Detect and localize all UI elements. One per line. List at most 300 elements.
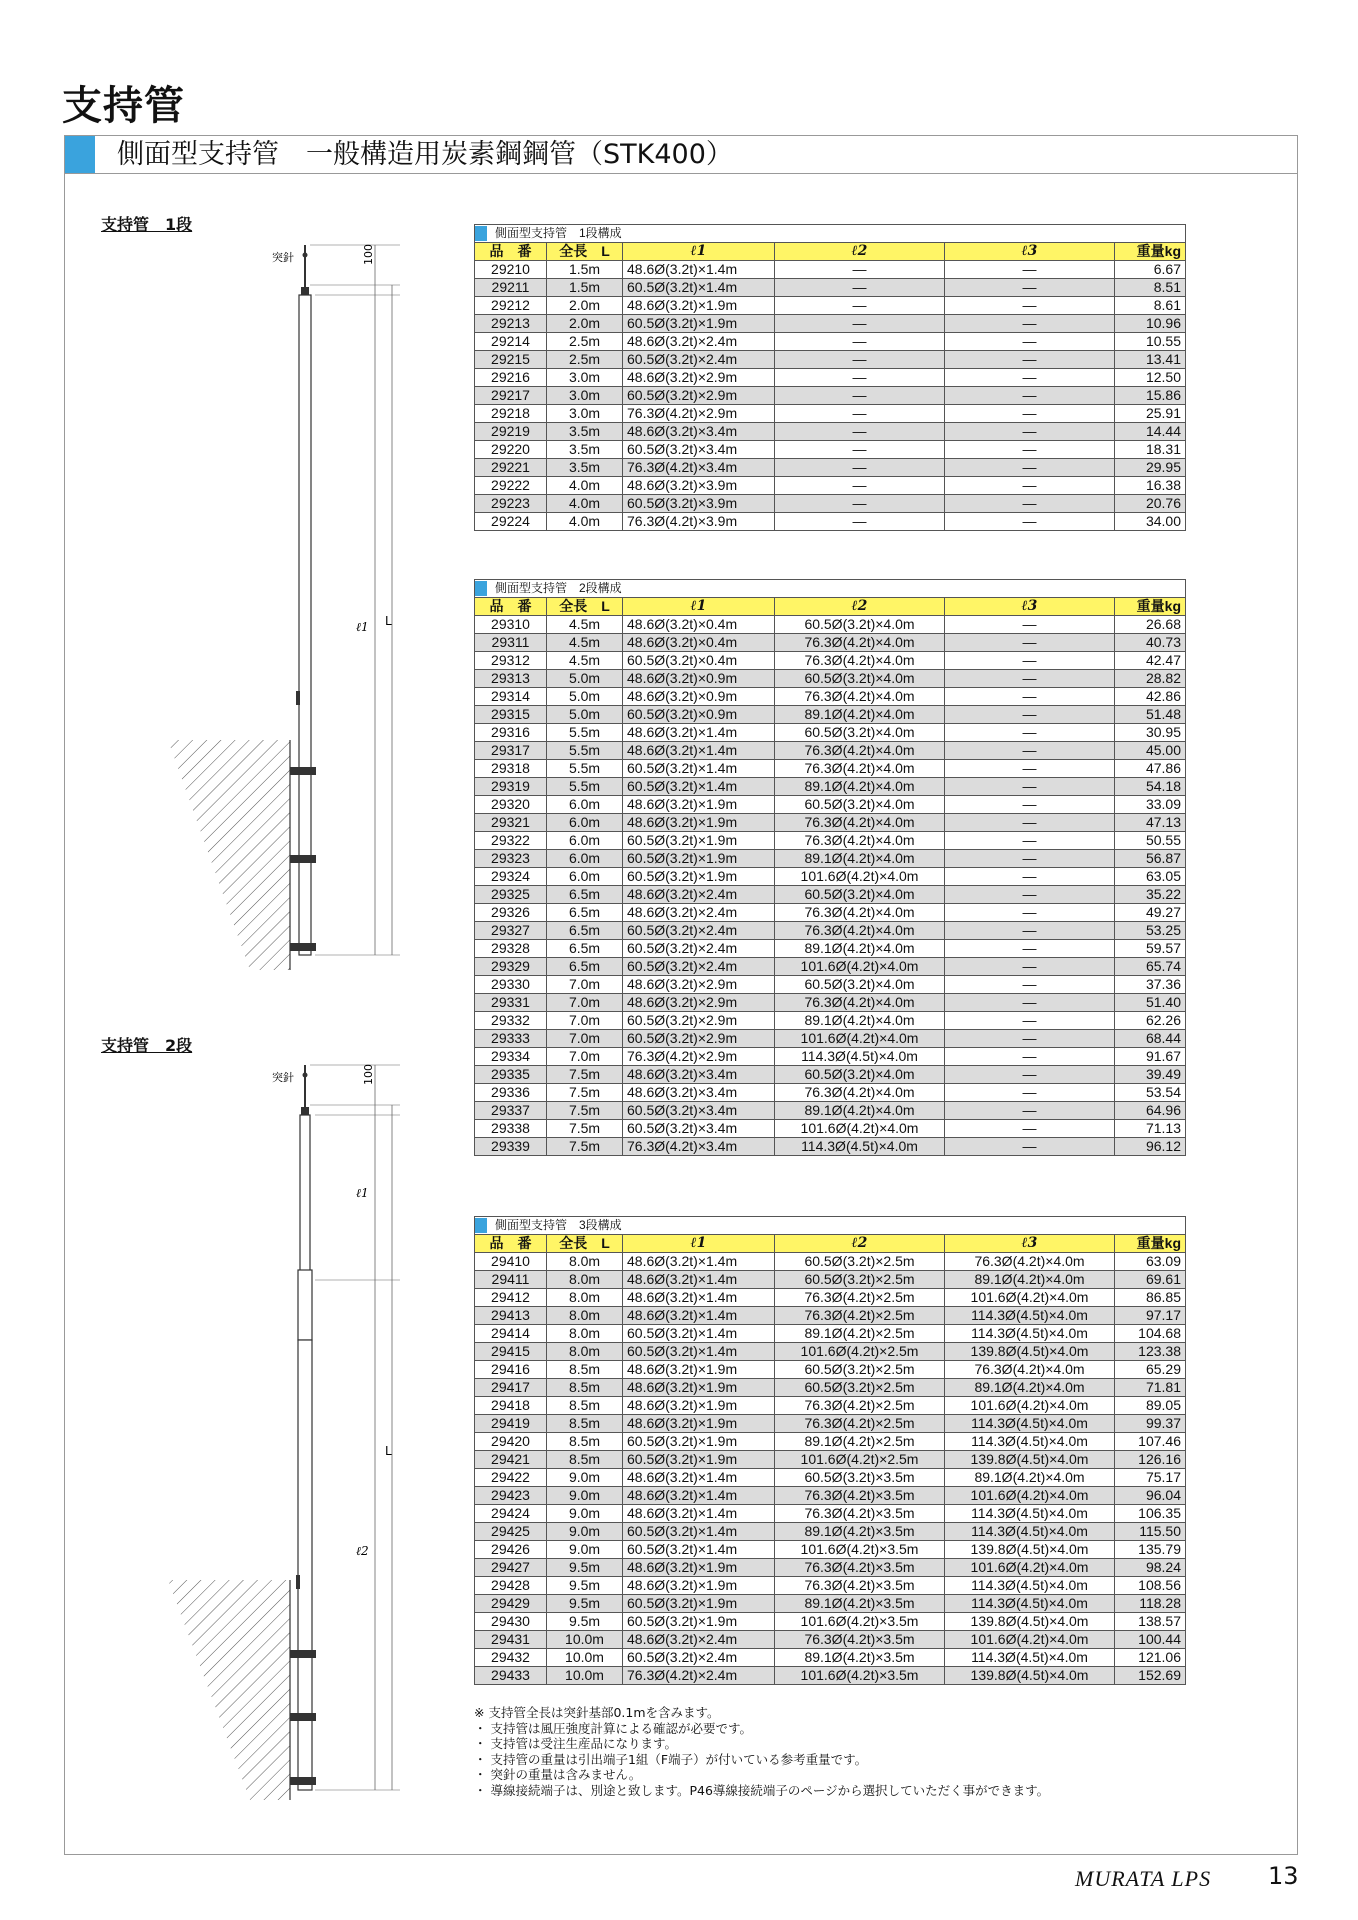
table-cell: 8.0m	[547, 1253, 623, 1271]
table-cell: 29213	[475, 315, 547, 333]
table-cell: 101.6Ø(4.2t)×4.0m	[945, 1487, 1115, 1505]
table-cell: 9.5m	[547, 1613, 623, 1631]
table-cell: 89.05	[1115, 1397, 1186, 1415]
table-cell: 7.5m	[547, 1084, 623, 1102]
table-cell: 114.3Ø(4.5t)×4.0m	[945, 1649, 1115, 1667]
table-row	[475, 904, 1186, 922]
table-cell: 114.3Ø(4.5t)×4.0m	[945, 1433, 1115, 1451]
table-cell: 60.5Ø(3.2t)×1.9m	[623, 315, 775, 333]
table-cell: —	[945, 832, 1115, 850]
table-cell: 101.6Ø(4.2t)×3.5m	[775, 1667, 945, 1685]
table-cell: 89.1Ø(4.2t)×4.0m	[945, 1271, 1115, 1289]
table-cell: —	[945, 976, 1115, 994]
table-row	[475, 742, 1186, 760]
table-cell: —	[945, 706, 1115, 724]
table-cell: 76.3Ø(4.2t)×4.0m	[775, 904, 945, 922]
table-cell: 34.00	[1115, 513, 1186, 531]
table-cell: 29410	[475, 1253, 547, 1271]
table-cell: —	[945, 814, 1115, 832]
table-row	[475, 1415, 1186, 1433]
table-cell: 2.5m	[547, 333, 623, 351]
table-cell: 5.5m	[547, 778, 623, 796]
table-row	[475, 922, 1186, 940]
pipe-lower	[298, 1340, 312, 1790]
dim-l1: ℓ1	[356, 620, 369, 634]
table-cell: —	[945, 742, 1115, 760]
table-row	[475, 1084, 1186, 1102]
table-cell: 60.5Ø(3.2t)×0.9m	[623, 706, 775, 724]
table-cell: —	[945, 778, 1115, 796]
table-cell: —	[775, 405, 945, 423]
table-cell: 10.96	[1115, 315, 1186, 333]
table-cell: 29219	[475, 423, 547, 441]
table-row	[475, 868, 1186, 886]
table-cell: 29413	[475, 1307, 547, 1325]
table-cell: 91.67	[1115, 1048, 1186, 1066]
table-cell: 4.5m	[547, 634, 623, 652]
table-cell: 76.3Ø(4.2t)×3.4m	[623, 1138, 775, 1156]
column-header: ℓ2	[775, 598, 945, 616]
table-cell: 59.57	[1115, 940, 1186, 958]
table-row	[475, 706, 1186, 724]
table-cell: —	[945, 315, 1115, 333]
table-cell: 3.0m	[547, 405, 623, 423]
table-cell: 29322	[475, 832, 547, 850]
table-cell: 9.5m	[547, 1559, 623, 1577]
table-row	[475, 886, 1186, 904]
table-cell: 29412	[475, 1289, 547, 1307]
table-cell: 76.3Ø(4.2t)×2.5m	[775, 1307, 945, 1325]
table-cell: —	[775, 333, 945, 351]
table-cell: 8.5m	[547, 1415, 623, 1433]
table-cell: 60.5Ø(3.2t)×2.5m	[775, 1379, 945, 1397]
column-header: ℓ3	[945, 243, 1115, 261]
table-cell: 76.3Ø(4.2t)×2.4m	[623, 1667, 775, 1685]
dim-L: L	[385, 1444, 392, 1458]
table-row	[475, 1271, 1186, 1289]
table-cell: 60.5Ø(3.2t)×1.4m	[623, 1343, 775, 1361]
table-cell: 7.5m	[547, 1138, 623, 1156]
table-row	[475, 688, 1186, 706]
table-cell: 1.5m	[547, 261, 623, 279]
table-row	[475, 1138, 1186, 1156]
table-cell: 114.3Ø(4.5t)×4.0m	[945, 1523, 1115, 1541]
table-cell: 6.67	[1115, 261, 1186, 279]
table-row	[475, 387, 1186, 405]
table-cell: 29315	[475, 706, 547, 724]
table-cell: 89.1Ø(4.2t)×4.0m	[775, 850, 945, 868]
table-cell: 6.5m	[547, 940, 623, 958]
table-cell: 60.5Ø(3.2t)×0.4m	[623, 652, 775, 670]
table-cell: 118.28	[1115, 1595, 1186, 1613]
table-cell: 29214	[475, 333, 547, 351]
note-line: ・ 突針の重量は含みません。	[474, 1767, 642, 1782]
table-cell: —	[945, 724, 1115, 742]
table-cell: 104.68	[1115, 1325, 1186, 1343]
table-cell: 101.6Ø(4.2t)×2.5m	[775, 1451, 945, 1469]
table-cell: 89.1Ø(4.2t)×3.5m	[775, 1523, 945, 1541]
table-row	[475, 850, 1186, 868]
table-row	[475, 1649, 1186, 1667]
table-cell: 29319	[475, 778, 547, 796]
table-cell: —	[945, 940, 1115, 958]
table-cell: 48.6Ø(3.2t)×1.9m	[623, 1361, 775, 1379]
table-cell: 8.5m	[547, 1397, 623, 1415]
table-cell: 48.6Ø(3.2t)×1.4m	[623, 261, 775, 279]
table-cell: —	[945, 616, 1115, 634]
table-cell: 4.0m	[547, 477, 623, 495]
table-cell: 29427	[475, 1559, 547, 1577]
banner-accent	[65, 136, 95, 173]
pipe-joint	[298, 1270, 312, 1340]
table-cell: 114.3Ø(4.5t)×4.0m	[945, 1595, 1115, 1613]
table-cell: —	[945, 297, 1115, 315]
table-cell: 6.0m	[547, 868, 623, 886]
table-cell: —	[945, 279, 1115, 297]
column-header: 全長 L	[547, 598, 623, 616]
table-cell: 29223	[475, 495, 547, 513]
column-header: 全長 L	[547, 243, 623, 261]
table-cell: 39.49	[1115, 1066, 1186, 1084]
table-cell: 29217	[475, 387, 547, 405]
table-row	[475, 1577, 1186, 1595]
table-row	[475, 423, 1186, 441]
table-cell: 29418	[475, 1397, 547, 1415]
table-cell: 48.6Ø(3.2t)×0.4m	[623, 616, 775, 634]
column-header: 重量kg	[1115, 598, 1186, 616]
table-cell: 48.6Ø(3.2t)×2.9m	[623, 369, 775, 387]
note-line: ・ 導線接続端子は、別途と致します。P46導線接続端子のページから選択していただく事ができます。	[474, 1782, 1050, 1798]
table-cell: —	[775, 261, 945, 279]
table-cell: —	[945, 1102, 1115, 1120]
table-cell: 16.38	[1115, 477, 1186, 495]
table-row	[475, 1433, 1186, 1451]
table-cell: —	[775, 315, 945, 333]
table-cell: —	[775, 279, 945, 297]
table-cell: 76.3Ø(4.2t)×2.5m	[775, 1397, 945, 1415]
table-cell: 48.6Ø(3.2t)×3.4m	[623, 1084, 775, 1102]
caption-accent	[475, 226, 487, 241]
table-cell: —	[945, 670, 1115, 688]
table-cell: 5.0m	[547, 670, 623, 688]
column-header: 全長 L	[547, 1235, 623, 1253]
table-cell: —	[775, 513, 945, 531]
table-cell: 26.68	[1115, 616, 1186, 634]
table-cell: 101.6Ø(4.2t)×4.0m	[775, 958, 945, 976]
table-cell: 60.5Ø(3.2t)×1.4m	[623, 1523, 775, 1541]
table-row	[475, 1012, 1186, 1030]
table-cell: 15.86	[1115, 387, 1186, 405]
table-cell: 60.5Ø(3.2t)×3.9m	[623, 495, 775, 513]
table-cell: —	[945, 868, 1115, 886]
table-row	[475, 477, 1186, 495]
table-cell: 48.6Ø(3.2t)×1.4m	[623, 1253, 775, 1271]
table-cell: 29323	[475, 850, 547, 868]
table-cell: —	[945, 387, 1115, 405]
table-cell: 29338	[475, 1120, 547, 1138]
table-cell: 8.5m	[547, 1433, 623, 1451]
table-cell: 60.5Ø(3.2t)×4.0m	[775, 976, 945, 994]
table-cell: 48.6Ø(3.2t)×3.4m	[623, 423, 775, 441]
wall-hatch	[168, 740, 290, 970]
table-row	[475, 1120, 1186, 1138]
table-cell: 64.96	[1115, 1102, 1186, 1120]
table-cell: 114.3Ø(4.5t)×4.0m	[945, 1415, 1115, 1433]
table-cell: 48.6Ø(3.2t)×1.9m	[623, 1397, 775, 1415]
table-cell: —	[945, 1120, 1115, 1138]
table-cell: 56.87	[1115, 850, 1186, 868]
table-row	[475, 1595, 1186, 1613]
table-cell: 71.81	[1115, 1379, 1186, 1397]
table-cell: 5.5m	[547, 760, 623, 778]
table-cell: 8.61	[1115, 297, 1186, 315]
table-cell: 6.0m	[547, 850, 623, 868]
table-cell: 60.5Ø(3.2t)×3.4m	[623, 1120, 775, 1138]
table-cell: 114.3Ø(4.5t)×4.0m	[775, 1048, 945, 1066]
table-cell: 33.09	[1115, 796, 1186, 814]
column-header: ℓ1	[623, 1235, 775, 1253]
table-cell: 6.5m	[547, 886, 623, 904]
table-cell: 29329	[475, 958, 547, 976]
table-cell: 101.6Ø(4.2t)×4.0m	[945, 1289, 1115, 1307]
table-cell: 3.5m	[547, 459, 623, 477]
table-cell: 6.0m	[547, 796, 623, 814]
table-cell: 50.55	[1115, 832, 1186, 850]
table-3stage	[474, 1216, 1186, 1685]
table-cell: 29224	[475, 513, 547, 531]
table-cell: 48.6Ø(3.2t)×1.9m	[623, 796, 775, 814]
table-cell: —	[945, 333, 1115, 351]
table-cell: 29432	[475, 1649, 547, 1667]
table-cell: 29419	[475, 1415, 547, 1433]
table-cell: 37.36	[1115, 976, 1186, 994]
table-row	[475, 297, 1186, 315]
table-cell: 101.6Ø(4.2t)×4.0m	[945, 1397, 1115, 1415]
table-cell: 4.0m	[547, 495, 623, 513]
table-cell: 29321	[475, 814, 547, 832]
table-cell: 48.6Ø(3.2t)×2.9m	[623, 976, 775, 994]
table-cell: 76.3Ø(4.2t)×3.5m	[775, 1559, 945, 1577]
table-cell: —	[945, 1084, 1115, 1102]
table-cell: —	[775, 459, 945, 477]
table-cell: 53.25	[1115, 922, 1186, 940]
table-cell: 48.6Ø(3.2t)×1.4m	[623, 1487, 775, 1505]
table-cell: 29333	[475, 1030, 547, 1048]
table-cell: 29310	[475, 616, 547, 634]
table-cell: 29416	[475, 1361, 547, 1379]
table-cell: —	[945, 796, 1115, 814]
table-cell: —	[775, 423, 945, 441]
table-cell: 63.09	[1115, 1253, 1186, 1271]
table-cell: 6.5m	[547, 922, 623, 940]
table-cell: 7.0m	[547, 976, 623, 994]
table-row	[475, 1631, 1186, 1649]
table-cell: 1.5m	[547, 279, 623, 297]
table-cell: 29313	[475, 670, 547, 688]
table-cell: —	[945, 351, 1115, 369]
table-cell: 138.57	[1115, 1613, 1186, 1631]
table-cell: 53.54	[1115, 1084, 1186, 1102]
table-cell: 51.40	[1115, 994, 1186, 1012]
table-cell: —	[945, 1012, 1115, 1030]
table-cell: 48.6Ø(3.2t)×2.9m	[623, 994, 775, 1012]
page-title: 支持管	[62, 83, 185, 129]
dim-l1: ℓ1	[356, 1186, 369, 1200]
table-row	[475, 333, 1186, 351]
column-header: 品 番	[475, 598, 547, 616]
table-cell: 60.5Ø(3.2t)×4.0m	[775, 616, 945, 634]
table-cell: 29331	[475, 994, 547, 1012]
table-cell: 101.6Ø(4.2t)×4.0m	[775, 1030, 945, 1048]
table-cell: 96.12	[1115, 1138, 1186, 1156]
table-cell: 8.0m	[547, 1271, 623, 1289]
table-cell: 29428	[475, 1577, 547, 1595]
table-cell: 60.5Ø(3.2t)×2.4m	[623, 1649, 775, 1667]
table-cell: 29431	[475, 1631, 547, 1649]
table-cell: —	[945, 886, 1115, 904]
table-row	[475, 279, 1186, 297]
table-cell: 25.91	[1115, 405, 1186, 423]
table-cell: 29411	[475, 1271, 547, 1289]
table-cell: 5.5m	[547, 742, 623, 760]
table-cell: 121.06	[1115, 1649, 1186, 1667]
table-cell: —	[945, 1030, 1115, 1048]
table-cell: 4.5m	[547, 652, 623, 670]
column-header: ℓ2	[775, 1235, 945, 1253]
table-row	[475, 495, 1186, 513]
table-cell: 89.1Ø(4.2t)×4.0m	[775, 706, 945, 724]
table-cell: 28.82	[1115, 670, 1186, 688]
table-cell: 114.3Ø(4.5t)×4.0m	[945, 1577, 1115, 1595]
table-cell: 86.85	[1115, 1289, 1186, 1307]
table-cell: 48.6Ø(3.2t)×2.4m	[623, 886, 775, 904]
table-row	[475, 1559, 1186, 1577]
table-cell: 29330	[475, 976, 547, 994]
table-cell: 76.3Ø(4.2t)×4.0m	[775, 832, 945, 850]
table-cell: 60.5Ø(3.2t)×2.4m	[623, 922, 775, 940]
table-cell: 71.13	[1115, 1120, 1186, 1138]
table-cell: 60.5Ø(3.2t)×2.4m	[623, 958, 775, 976]
table-cell: 139.8Ø(4.5t)×4.0m	[945, 1541, 1115, 1559]
table-cell: 60.5Ø(3.2t)×4.0m	[775, 1066, 945, 1084]
table-cell: —	[775, 369, 945, 387]
table-cell: 60.5Ø(3.2t)×2.5m	[775, 1361, 945, 1379]
table-row	[475, 1102, 1186, 1120]
table-cell: 6.0m	[547, 832, 623, 850]
table-cell: 29312	[475, 652, 547, 670]
table-cell: 60.5Ø(3.2t)×1.9m	[623, 868, 775, 886]
table-cell: 60.5Ø(3.2t)×3.5m	[775, 1469, 945, 1487]
table-row	[475, 351, 1186, 369]
table-cell: 8.0m	[547, 1307, 623, 1325]
column-header: ℓ3	[945, 598, 1115, 616]
table-cell: 115.50	[1115, 1523, 1186, 1541]
table-cell: 48.6Ø(3.2t)×2.4m	[623, 1631, 775, 1649]
table-row	[475, 832, 1186, 850]
table-row	[475, 1613, 1186, 1631]
table-cell: 48.6Ø(3.2t)×1.9m	[623, 1577, 775, 1595]
table-cell: 60.5Ø(3.2t)×2.5m	[775, 1253, 945, 1271]
table-row	[475, 1541, 1186, 1559]
table-row	[475, 760, 1186, 778]
table-cell: —	[945, 652, 1115, 670]
table-cell: —	[945, 1048, 1115, 1066]
table-cell: 6.0m	[547, 814, 623, 832]
table-cell: 51.48	[1115, 706, 1186, 724]
table-cell: 49.27	[1115, 904, 1186, 922]
table-row	[475, 1523, 1186, 1541]
table-cell: 89.1Ø(4.2t)×3.5m	[775, 1595, 945, 1613]
table-row	[475, 1451, 1186, 1469]
table-cell: 76.3Ø(4.2t)×4.0m	[775, 742, 945, 760]
table-cell: 6.5m	[547, 904, 623, 922]
table-cell: 29215	[475, 351, 547, 369]
table-cell: 48.6Ø(3.2t)×3.4m	[623, 1066, 775, 1084]
table-cell: 30.95	[1115, 724, 1186, 742]
table-cell: 5.0m	[547, 688, 623, 706]
dim-l2: ℓ2	[356, 1544, 369, 1558]
table-cell: 35.22	[1115, 886, 1186, 904]
table-cell: 60.5Ø(3.2t)×3.4m	[623, 1102, 775, 1120]
table-cell: 3.5m	[547, 423, 623, 441]
table-cell: 100.44	[1115, 1631, 1186, 1649]
table-cell: 4.5m	[547, 616, 623, 634]
table-row	[475, 261, 1186, 279]
table-cell: 96.04	[1115, 1487, 1186, 1505]
table-cell: 48.6Ø(3.2t)×2.4m	[623, 904, 775, 922]
table-cell: 48.6Ø(3.2t)×3.9m	[623, 477, 775, 495]
table-cell: 29424	[475, 1505, 547, 1523]
drawing2-figure	[160, 1055, 420, 1800]
column-header: 品 番	[475, 243, 547, 261]
table-cell: —	[775, 477, 945, 495]
table-cell: 76.3Ø(4.2t)×2.9m	[623, 405, 775, 423]
table-row	[475, 1397, 1186, 1415]
table-cell: 60.5Ø(3.2t)×1.9m	[623, 1451, 775, 1469]
table-cell: 101.6Ø(4.2t)×3.5m	[775, 1541, 945, 1559]
table-cell: 76.3Ø(4.2t)×4.0m	[775, 760, 945, 778]
table-cell: 29430	[475, 1613, 547, 1631]
table-cell: 29316	[475, 724, 547, 742]
table-cell: 29212	[475, 297, 547, 315]
footer-brand: MURATA LPS	[1075, 1866, 1212, 1891]
table-row	[475, 315, 1186, 333]
table-cell: 29324	[475, 868, 547, 886]
table-cell: —	[945, 1066, 1115, 1084]
table-cell: 7.5m	[547, 1102, 623, 1120]
table-cell: 75.17	[1115, 1469, 1186, 1487]
table-row	[475, 814, 1186, 832]
table-cell: 48.6Ø(3.2t)×1.4m	[623, 1289, 775, 1307]
table-cell: 29221	[475, 459, 547, 477]
table-caption: 側面型支持管 3段構成	[475, 1217, 1186, 1235]
table-cell: 29417	[475, 1379, 547, 1397]
table-cell: 76.3Ø(4.2t)×3.4m	[623, 459, 775, 477]
table-cell: 76.3Ø(4.2t)×4.0m	[775, 688, 945, 706]
table-cell: 60.5Ø(3.2t)×2.4m	[623, 940, 775, 958]
table-caption: 側面型支持管 1段構成	[475, 225, 1186, 243]
column-header: ℓ2	[775, 243, 945, 261]
table-cell: 60.5Ø(3.2t)×4.0m	[775, 670, 945, 688]
table-cell: 89.1Ø(4.2t)×4.0m	[945, 1379, 1115, 1397]
table-cell: 14.44	[1115, 423, 1186, 441]
dim-100: 100	[362, 1064, 375, 1085]
table-cell: 29218	[475, 405, 547, 423]
table-cell: 10.0m	[547, 1649, 623, 1667]
table-cell: 29425	[475, 1523, 547, 1541]
table-cell: 29314	[475, 688, 547, 706]
table-cell: 29334	[475, 1048, 547, 1066]
